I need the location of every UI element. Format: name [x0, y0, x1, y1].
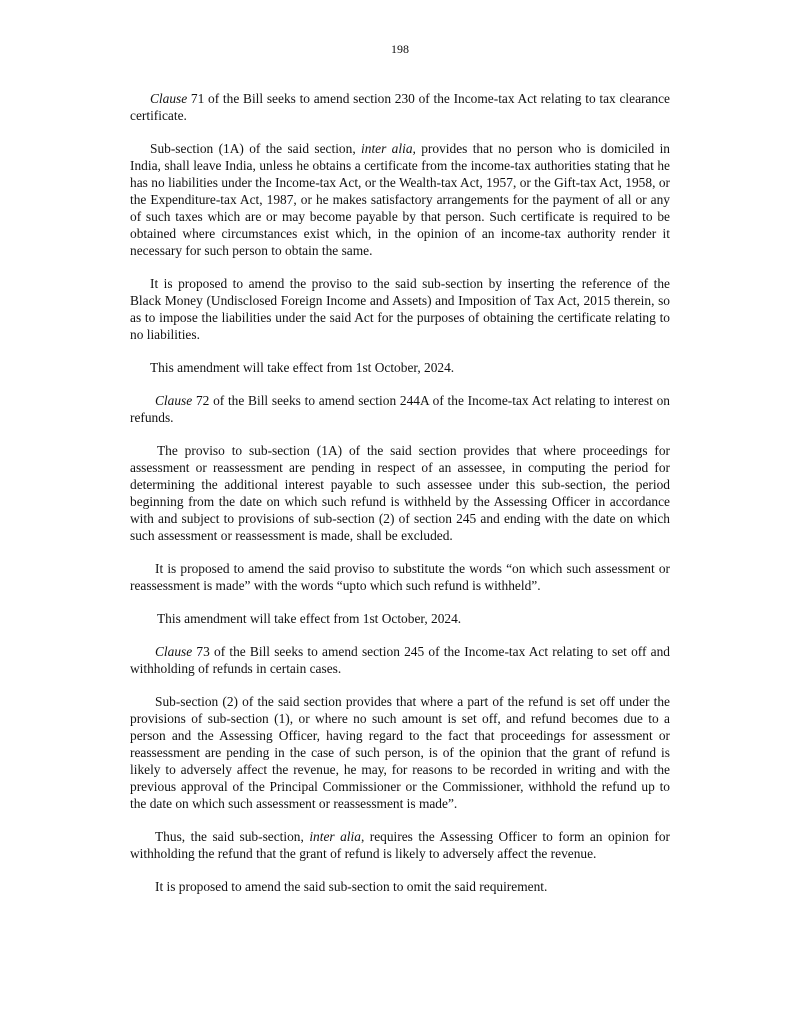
paragraph-text: 72 of the Bill seeks to amend section 244A of the Income-tax Act relating to interest on refunds.	[130, 393, 670, 425]
paragraph-clause-72	[130, 392, 670, 426]
paragraph-text: Sub-section (1A) of the said section,	[150, 141, 362, 156]
document-body	[130, 90, 670, 911]
paragraph-text: provides that no person who is domiciled in India, shall leave India, unless he obtains a certificate from the income-tax authorities stating that he has no liabilities under the Income-tax Act, or the Wealth-tax Act, 1957, or the Gift-tax Act, 1958, or the Expenditure-tax Act, 1987, or he makes satisfactory arrangements for the payment of all or any of such taxes which are or may become payable by that person. Such certificate is required to be obtained where circumstances exist which, in the opinion of an income-tax authority render it necessary for such person to obtain the same.	[130, 141, 670, 258]
paragraph-effective-date: This amendment will take effect from 1st October, 2024.	[157, 611, 462, 626]
latin-phrase: inter alia	[309, 829, 361, 844]
paragraph-proposal-omit: It is proposed to amend the said sub-section to omit the said requirement.	[155, 879, 548, 894]
paragraph-proposal-proviso: It is proposed to amend the said proviso to substitute the words “on which such assessment or reassessment is made” with the words “upto which such refund is withheld”.	[130, 561, 670, 593]
paragraph-requirement	[130, 828, 670, 862]
clause-label: Clause	[155, 393, 193, 408]
paragraph-text: 73 of the Bill seeks to amend section 245 of the Income-tax Act relating to set off and withholding of refunds in certain cases.	[130, 644, 670, 676]
paragraph-effective-date: This amendment will take effect from 1st October, 2024.	[150, 360, 455, 375]
paragraph-proviso-244a: The proviso to sub-section (1A) of the said section provides that where proceedings for assessment or reassessment are pending in respect of an assessee, in computing the period for determining the additional interest payable to such assessee under this sub-section, the period beginning from the date on which such refund is withheld by the Assessing Officer in accordance with and subject to provisions of sub-section (2) of section 245 and ending with the date on which such assessment or reassessment is made, shall be excluded.	[130, 443, 670, 543]
paragraph-text: Thus, the said sub-section,	[155, 829, 310, 844]
clause-label: Clause	[155, 644, 193, 659]
paragraph-text: 71 of the Bill seeks to amend section 230 of the Income-tax Act relating to tax clearance certificate.	[130, 91, 670, 123]
paragraph-subsection-1a	[130, 140, 670, 259]
paragraph-proposal-black-money: It is proposed to amend the proviso to the said sub-section by inserting the reference of the Black Money (Undisclosed Foreign Income and Assets) and Imposition of Tax Act, 2015 therein, so as to impose the liabilities under the said Act for the purposes of obtaining the certificate relating to no liabilities.	[130, 276, 670, 342]
page-number: 198	[391, 42, 409, 56]
paragraph-subsection-2: Sub-section (2) of the said section provides that where a part of the refund is set off under the provisions of sub-section (1), or where no such amount is set off, and refund becomes due to a person and the Assessing Officer, having regard to the fact that proceedings for assessment or reassessment are pending in the case of such person, is of the opinion that the grant of refund is likely to adversely affect the revenue, he may, for reasons to be recorded in writing and with the previous approval of the Principal Commissioner or the Commissioner, withhold the refund up to the date on which such assessment or reassessment is made”.	[130, 694, 670, 811]
paragraph-clause-73	[130, 643, 670, 677]
clause-label: Clause	[150, 91, 188, 106]
latin-phrase: inter alia,	[361, 141, 416, 156]
paragraph-text: , requires the Assessing Officer to form an opinion for withholding the refund that the grant of refund is likely to adversely affect the revenue.	[130, 829, 670, 861]
paragraph-clause-71	[130, 90, 670, 124]
